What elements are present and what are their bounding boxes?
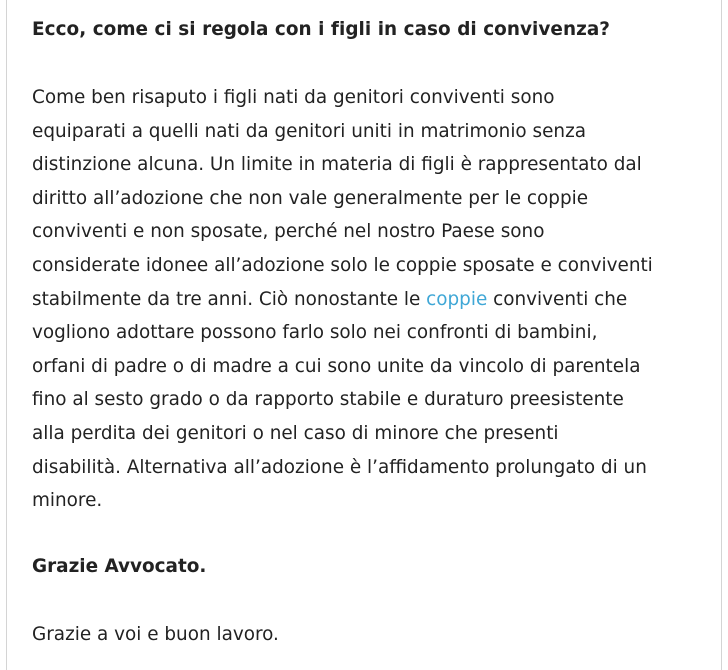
coppie-link[interactable]: coppie — [426, 288, 488, 310]
interview-thanks: Grazie Avvocato. — [32, 556, 207, 577]
interview-question: Ecco, come ci si regola con i figli in caso di convivenza? — [32, 19, 611, 40]
interview-answer — [32, 81, 704, 518]
answer-text-after-link: conviventi che — [487, 288, 628, 310]
answer-line: orfani di padre o di madre a cui sono unite da vincolo di parentela — [32, 355, 641, 377]
answer-line: alla perdita dei genitori o nel caso di minore che presenti — [32, 422, 559, 444]
right-border-divider — [721, 0, 722, 670]
answer-line: vogliono adottare possono farlo solo nei confronti di bambini, — [32, 322, 598, 344]
interview-reply: Grazie a voi e buon lavoro. — [32, 624, 279, 645]
answer-line-with-link — [32, 283, 704, 317]
answer-line: conviventi e non sposate, perché nel nostro Paese sono — [32, 221, 545, 243]
answer-line: Come ben risaputo i figli nati da genitori conviventi sono — [32, 87, 555, 108]
answer-line: diritto all’adozione che non vale generalmente per le coppie — [32, 187, 589, 209]
answer-text-before-link: stabilmente da tre anni. Ciò nonostante le — [32, 288, 427, 310]
answer-line: fino al sesto grado o da rapporto stabile e duraturo preesistente — [32, 389, 624, 411]
answer-line: disabilità. Alternativa all’adozione è l’affidamento prolungato di un — [32, 456, 647, 478]
answer-line: equiparati a quelli nati da genitori uniti in matrimonio senza — [32, 120, 587, 142]
answer-line: distinzione alcuna. Un limite in materia di figli è rappresentato dal — [32, 154, 642, 176]
answer-line: considerate idonee all’adozione solo le coppie sposate e conviventi — [32, 254, 653, 276]
answer-line: minore. — [32, 490, 103, 512]
left-border-divider — [6, 0, 7, 670]
